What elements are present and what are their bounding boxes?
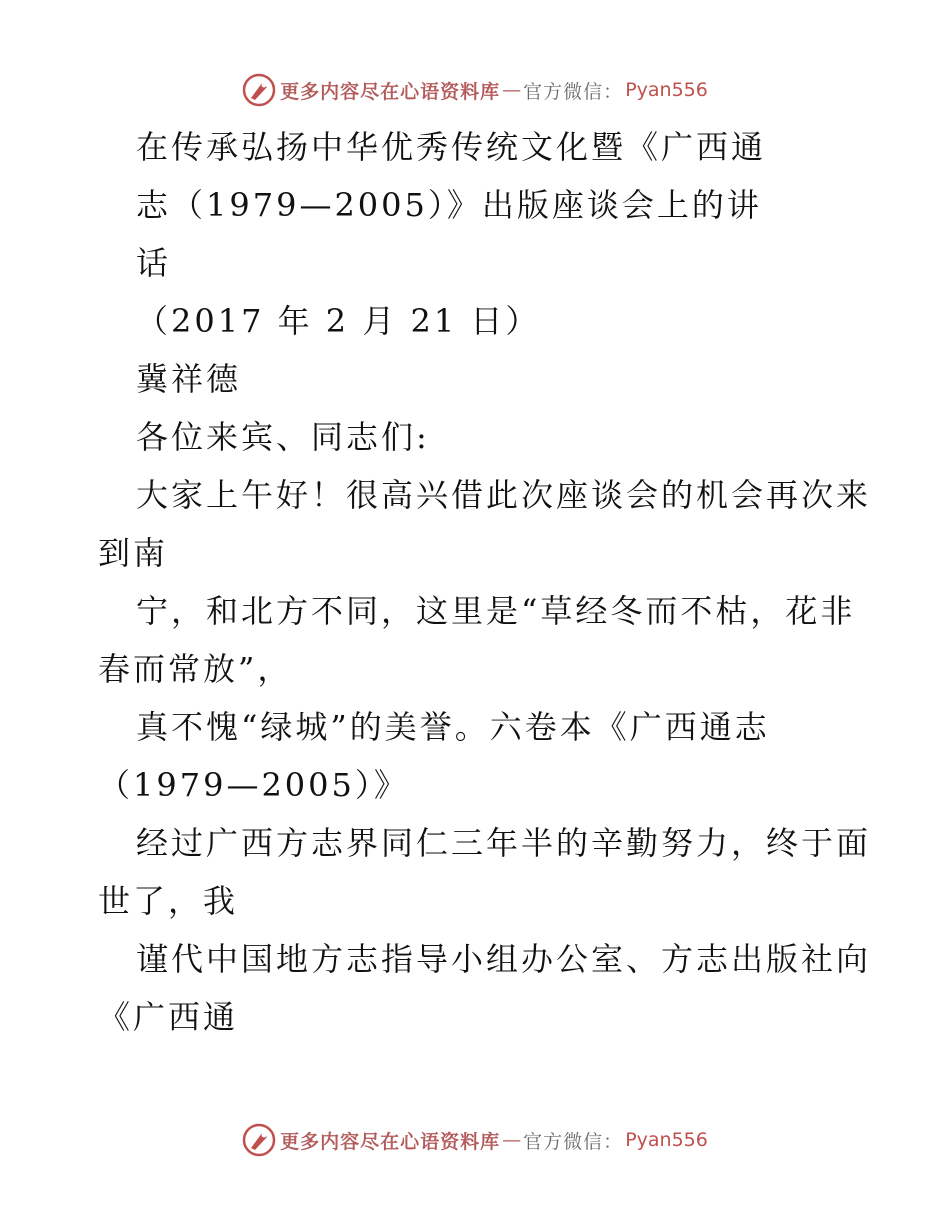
banner-separator: — xyxy=(502,79,522,101)
text-line: 在传承弘扬中华优秀传统文化暨《广西通 xyxy=(136,128,767,166)
banner-title: 更多内容尽在心语资料库 xyxy=(280,1130,501,1153)
text-line: 到南 xyxy=(98,534,169,572)
text-line: 各位来宾、同志们: xyxy=(136,418,430,456)
text-line: 志（1979—2005）》出版座谈会上的讲 xyxy=(136,186,762,224)
footer-banner xyxy=(0,1120,950,1160)
text-line: 宁，和北方不同，这里是“草经冬而不枯，花非 xyxy=(136,592,856,630)
text-line: 世了，我 xyxy=(98,882,239,920)
text-line: 春而常放”， xyxy=(98,650,293,688)
banner-wechat-id: Pyan556 xyxy=(625,79,708,101)
text-line: （2017 年 2 月 21 日） xyxy=(136,302,541,340)
document-body xyxy=(98,118,872,1046)
text-line: 冀祥德 xyxy=(136,360,242,398)
text-line: 话 xyxy=(136,244,172,282)
banner-title: 更多内容尽在心语资料库 xyxy=(280,80,501,103)
text-line: 谨代中国地方志指导小组办公室、方志出版社向 xyxy=(136,940,872,978)
text-line: （1979—2005）》 xyxy=(98,766,409,804)
text-line: 《广西通 xyxy=(98,998,239,1036)
pen-logo-icon xyxy=(242,1123,276,1157)
text-line: 大家上午好！很高兴借此次座谈会的机会再次来 xyxy=(136,476,872,514)
header-banner xyxy=(0,70,950,110)
pen-logo-icon xyxy=(242,73,276,107)
banner-wechat-id: Pyan556 xyxy=(625,1129,708,1151)
text-line: 经过广西方志界同仁三年半的辛勤努力，终于面 xyxy=(136,824,872,862)
text-line: 真不愧“绿城”的美誉。六卷本《广西通志 xyxy=(136,708,770,746)
banner-wechat-label: 官方微信： xyxy=(523,1130,624,1153)
banner-wechat-label: 官方微信： xyxy=(523,80,624,103)
banner-separator: — xyxy=(502,1129,522,1151)
